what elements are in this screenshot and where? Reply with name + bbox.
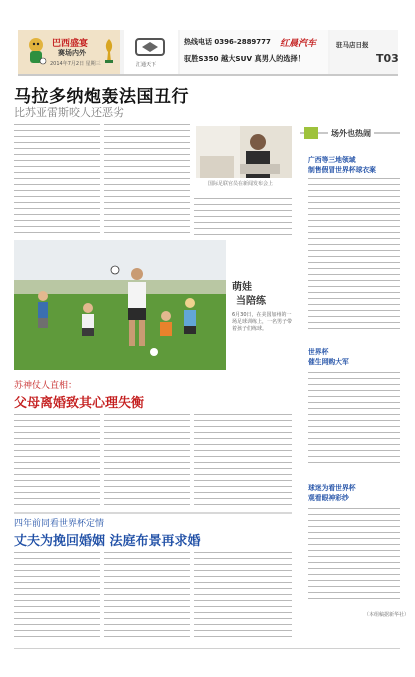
mascot-icon: [24, 36, 48, 66]
story2-body-col1: [14, 414, 100, 508]
sidebar-header: 场外也热闹: [328, 128, 374, 139]
story3-body-col1: [14, 552, 100, 642]
page-number: T03: [376, 52, 399, 65]
date-line: 2014年7月2日 星期三: [50, 61, 101, 67]
page-bottom-rule: [14, 648, 400, 649]
sidebar-item3-body: [308, 508, 400, 600]
story2-headline: 父母离婚致其心理失衡: [14, 396, 145, 411]
worldcup-emblem-icon: [102, 38, 116, 64]
story2-body-col3: [194, 414, 292, 508]
sidebar-header-badge: [304, 127, 318, 139]
lead-body-col3: [194, 198, 292, 236]
auto-brand-name: 红晨汽车: [280, 39, 317, 49]
story3-body-col3: [194, 552, 292, 642]
sidebar-item1-title1: 广西等三地领域: [308, 156, 356, 164]
sponsor-line2: 赛场内外: [58, 49, 86, 57]
story3-headline: 丈夫为挽回婚姻 法庭布景再求婚: [14, 534, 201, 549]
sidebar-item2-title1: 世界杯: [308, 348, 329, 356]
sidebar-footer-note: （本组稿据新华社）: [364, 612, 410, 618]
sidebar-item3-title1: 球迷为看世界杯: [308, 484, 356, 492]
story3-kicker: 四年前同看世界杯定情: [14, 519, 105, 529]
feature-photo: [14, 240, 226, 370]
lead-photo: [196, 126, 292, 178]
story2-body-col2: [104, 414, 190, 508]
sidebar-item1-title2: 制售假冒世界杯球衣案: [308, 166, 376, 174]
hotline: 热线电话 0396-2889777: [184, 38, 271, 46]
lead-body-col1: [14, 124, 100, 236]
lead-headline: 马拉多纳炮轰法国丑行: [14, 87, 189, 107]
car-logo-icon: [134, 36, 166, 58]
sidebar-item2-title2: 催生网购大军: [308, 358, 349, 366]
sponsor-line1: 巴西盛宴: [52, 39, 89, 49]
lead-body-col2: [104, 124, 190, 236]
story3-rule: [14, 512, 292, 514]
story3-body-col2: [104, 552, 190, 642]
story2-kicker: 苏神仗人直相：: [14, 381, 78, 391]
paper-name: 驻马店日报: [336, 41, 369, 49]
feature-caption: 6月30日，在美国加州的一场足球训练上，一名男子带着孩子们练球。: [232, 312, 293, 332]
sidebar-item3-title2: 观看眼神彩纱: [308, 494, 349, 502]
feature-title-line1: 萌娃: [232, 282, 252, 293]
dealer-slogan: 驭胜S350 越大SUV 真男人的选择！: [184, 54, 305, 63]
lead-photo-caption: 国际足联官员在新闻发布会上: [208, 181, 274, 187]
feature-title-line2: 当陪练: [236, 296, 266, 307]
brand-small: 汇通天下: [136, 62, 157, 68]
sidebar-item1-body: [308, 178, 400, 333]
lead-subhead: 比苏亚雷斯咬人还恶劣: [14, 106, 124, 119]
sidebar-item2-body: [308, 372, 400, 468]
